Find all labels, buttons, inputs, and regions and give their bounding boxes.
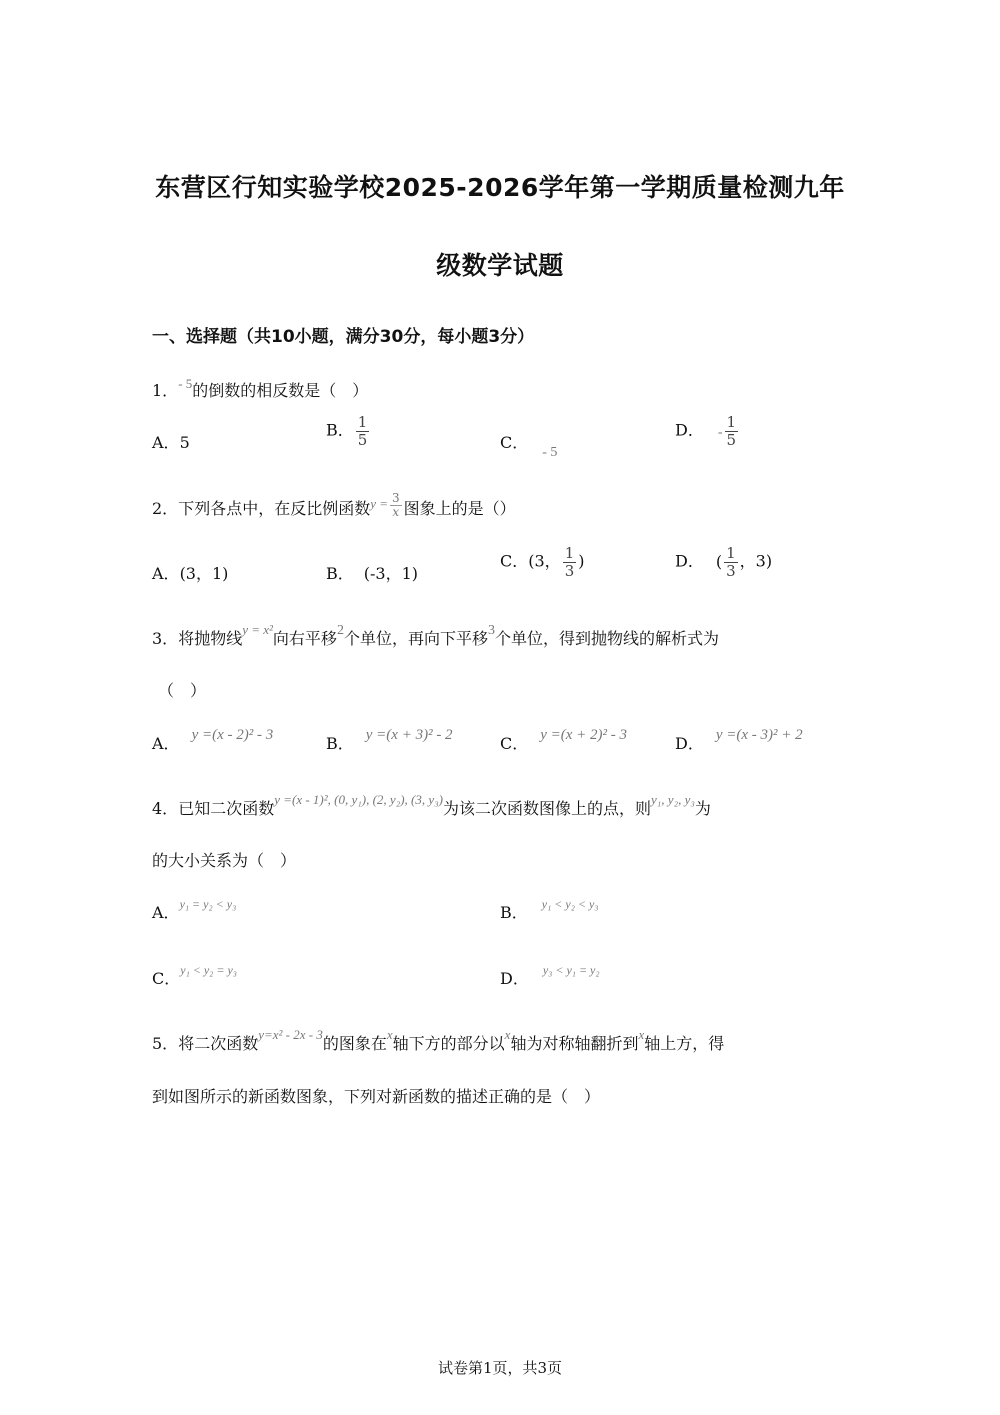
- question-text: 轴为对称轴翻折到: [510, 1034, 639, 1053]
- fraction-numerator: 1: [357, 413, 368, 431]
- fraction-denominator: 5: [726, 430, 737, 449]
- fraction-denominator: x: [392, 505, 400, 520]
- q3-option-b: [326, 727, 453, 754]
- math-expression: y = x²: [242, 622, 273, 637]
- question-text: 的图象在: [322, 1034, 387, 1053]
- question-text: 为: [694, 799, 711, 818]
- option-label: C．: [500, 734, 529, 753]
- option-value: ，3): [739, 551, 773, 571]
- question-5: [152, 1027, 725, 1054]
- question-text: 将抛物线: [178, 629, 243, 648]
- option-label: C．: [500, 433, 529, 452]
- q4-option-d: [500, 963, 600, 989]
- option-value: (-3，1): [363, 564, 419, 583]
- fraction: [563, 545, 577, 579]
- page-footer: 试卷第1页，共3页: [437, 1359, 563, 1377]
- question-text: 个单位，再向下平移: [343, 629, 488, 648]
- q1-option-c: [500, 430, 558, 460]
- option-value: y =(x - 2)² - 3: [191, 727, 274, 743]
- option-value: y =(x + 3)² - 2: [365, 727, 453, 743]
- question-text: 为该二次函数图像上的点，则: [443, 799, 652, 818]
- question-text: 的倒数的相反数是（ ）: [192, 381, 369, 400]
- option-label: C．: [500, 551, 529, 571]
- option-label: A．: [152, 734, 180, 753]
- option-sign: -: [717, 424, 723, 440]
- fraction-denominator: 5: [357, 430, 368, 449]
- option-label: D．: [675, 551, 704, 571]
- question-text: 个单位，得到抛物线的解析式为: [494, 629, 719, 648]
- option-label: C．: [152, 969, 181, 988]
- math-expression: 3: [487, 623, 495, 638]
- option-value: y =(x + 2)² - 3: [540, 727, 628, 743]
- question-text: 轴下方的部分以: [392, 1034, 505, 1053]
- question-3: [152, 622, 719, 649]
- question-3-answer-blank: （ ）: [158, 681, 207, 700]
- fraction-numerator: 1: [726, 413, 737, 431]
- q2-option-d: [675, 545, 772, 579]
- question-number: 2．: [152, 499, 179, 519]
- option-value: (3，: [528, 551, 561, 571]
- fraction: [356, 414, 370, 448]
- option-value: y₁ = y₂ < y₃: [179, 897, 237, 911]
- question-1: [152, 378, 368, 401]
- q3-option-a: [152, 727, 274, 754]
- q4-option-a: [152, 897, 237, 923]
- question-text: 图象上的是（）: [403, 499, 516, 519]
- math-variable: x: [504, 1027, 511, 1042]
- math-expression: y=x² - 2x - 3: [258, 1027, 323, 1042]
- math-variable: x: [386, 1027, 393, 1042]
- option-value: y =(x - 3)² + 2: [715, 727, 803, 743]
- fraction: [390, 492, 402, 519]
- fraction: [724, 545, 738, 579]
- question-text: 已知二次函数: [178, 799, 275, 818]
- option-label: B．: [326, 420, 354, 440]
- option-label: B．: [500, 903, 528, 922]
- fraction-denominator: 3: [564, 561, 575, 580]
- option-label: D．: [675, 420, 704, 440]
- fraction-numerator: 3: [392, 491, 400, 505]
- option-label: A．: [152, 564, 180, 583]
- option-value: (: [715, 551, 723, 571]
- math-expression: y =: [370, 496, 388, 512]
- math-expression: - 5: [178, 376, 193, 391]
- question-number: 1．: [152, 381, 179, 400]
- q2-option-a: [152, 561, 228, 584]
- q3-option-d: [675, 727, 803, 754]
- q3-option-c: [500, 727, 628, 754]
- math-expression: y =(x - 1)², (0, y₁), (2, y₂), (3, y₃): [274, 792, 443, 807]
- math-expression: 2: [336, 623, 344, 638]
- q4-option-c: [152, 963, 237, 989]
- q1-option-b: [326, 414, 371, 448]
- question-4: [152, 792, 711, 819]
- option-label: D．: [675, 734, 704, 753]
- q4-option-b: [500, 897, 599, 923]
- option-value: - 5: [542, 445, 558, 460]
- question-text: 下列各点中，在反比例函数: [178, 499, 371, 519]
- q1-option-a: [152, 430, 190, 453]
- fraction-numerator: 1: [726, 544, 736, 562]
- exam-title-line-1: 东营区行知实验学校2025-2026学年第一学期质量检测九年: [155, 173, 845, 202]
- option-value: (3，1): [179, 564, 229, 583]
- option-value: 5: [179, 433, 190, 452]
- section-heading: 一、选择题（共10小题，满分30分，每小题3分）: [152, 327, 535, 347]
- question-text: 将二次函数: [178, 1034, 259, 1053]
- q1-option-d: [675, 414, 740, 448]
- math-expression: y₁, y₂, y₃: [651, 792, 695, 807]
- option-label: D．: [500, 969, 529, 988]
- option-value: y₁ < y₂ = y₃: [180, 963, 237, 977]
- q2-option-c: [500, 545, 584, 579]
- fraction-denominator: 3: [726, 561, 736, 580]
- question-text: 轴上方，得: [644, 1034, 725, 1053]
- option-label: B．: [326, 564, 354, 583]
- option-value: ): [578, 551, 585, 571]
- option-value: y₃ < y₁ = y₂: [542, 963, 600, 977]
- question-5-line-2: 到如图所示的新函数图象，下列对新函数的描述正确的是（ ）: [152, 1087, 601, 1106]
- option-label: A．: [152, 433, 180, 452]
- fraction-numerator: 1: [564, 544, 575, 562]
- question-number: 5．: [152, 1034, 179, 1053]
- q2-option-b: [326, 561, 418, 584]
- question-4-line-2: 的大小关系为（ ）: [152, 851, 297, 870]
- question-2: [152, 491, 516, 523]
- question-number: 3．: [152, 629, 179, 648]
- question-number: 4．: [152, 799, 179, 818]
- option-label: A．: [152, 903, 180, 922]
- option-label: B．: [326, 734, 354, 753]
- option-value: y₁ < y₂ < y₃: [541, 897, 599, 911]
- exam-title-line-2: 级数学试题: [436, 251, 564, 280]
- math-variable: x: [638, 1027, 645, 1042]
- fraction: [725, 414, 739, 448]
- question-text: 向右平移: [272, 629, 337, 648]
